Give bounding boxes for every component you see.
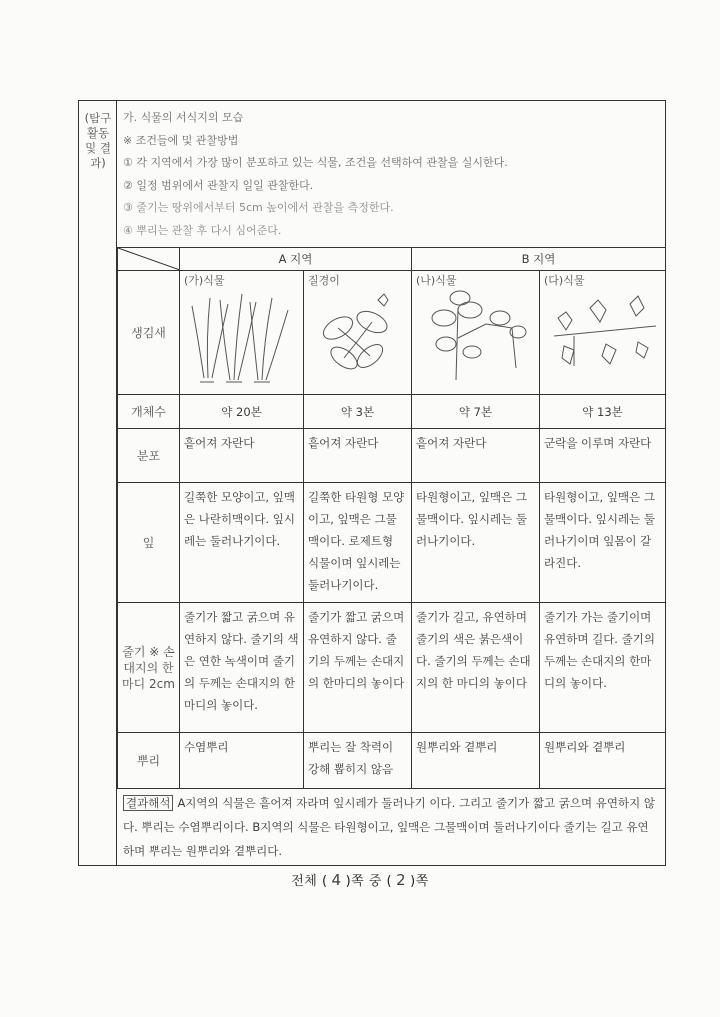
root-cell-3: 원뿌리와 곁뿌리 xyxy=(412,733,540,789)
stem-cell-2: 줄기가 짧고 굵으며 유연하지 않다. 줄기의 두께는 손대지의 한마디의 놓이다 xyxy=(304,603,412,733)
result-tag: 결과해석 xyxy=(123,795,173,811)
count-cell-1: 약 20본 xyxy=(180,395,304,429)
root-cell-2: 뿌리는 잘 착력이 강해 뽑히지 않음 xyxy=(304,733,412,789)
footer-total-pages: 4 xyxy=(331,871,342,889)
row-head-appearance: 생김새 xyxy=(118,271,180,395)
observation-table xyxy=(117,247,666,789)
stem-cell-3: 줄기가 길고, 유연하며 줄기의 색은 붉은색이다. 줄기의 두께는 손대지의 한 마디의 놓이다 xyxy=(412,603,540,733)
distribution-cell-3: 흩어져 자란다 xyxy=(412,429,540,483)
result-text: A지역의 식물은 흩어져 자라며 잎시레가 둘러나기 이다. 그리고 줄기가 짧고 굵으며 유연하지 않다. 뿌리는 수염뿌리이다. B지역의 식물은 타원형이고, 잎맥은 그물맥이며 둘러나기이다 줄기는 길고 유연하며 뿌리는 원뿌리와 곁뿌리다. xyxy=(123,796,655,858)
plant-name-3: (나)식물 xyxy=(416,274,457,287)
stem-cell-4: 줄기가 가는 줄기이며 유연하며 길다. 줄기의 두께는 손대지의 한마디의 놓이다. xyxy=(540,603,666,733)
appearance-cell-1 xyxy=(180,271,304,395)
corner-diagonal xyxy=(118,248,180,270)
section-label: (탐구 활동 및 결과) xyxy=(84,111,112,170)
result-interpretation xyxy=(117,789,665,865)
page-footer xyxy=(0,870,720,889)
leaf-cell-4: 타원형이고, 잎맥은 그물맥이다. 잎시레는 둘러나기이며 잎몸이 갈라진다. xyxy=(540,483,666,603)
plant-name-1: (가)식물 xyxy=(184,274,225,287)
footer-prefix: 전체 ( xyxy=(291,874,328,889)
condition-line-4: ④ 뿌리는 관찰 후 다시 심어준다. xyxy=(123,223,282,237)
row-head-count: 개체수 xyxy=(118,395,180,429)
region-a-header: A 지역 xyxy=(180,248,412,271)
plantain-drawing xyxy=(308,288,406,384)
row-head-distribution: 분포 xyxy=(118,429,180,483)
intro-section xyxy=(123,107,663,242)
condition-line-2: ② 일정 범위에서 관찰지 일일 관찰한다. xyxy=(123,178,314,192)
condition-line-3: ③ 줄기는 땅위에서부터 5cm 높이에서 관찰을 측정한다. xyxy=(123,201,394,214)
intro-title: 가. 식물의 서식지의 모습 xyxy=(123,111,244,124)
plant-name-4: (다)식물 xyxy=(544,274,585,287)
distribution-cell-2: 흩어져 자란다 xyxy=(304,429,412,483)
condition-line-1: ① 각 지역에서 가장 많이 분포하고 있는 식물, 조건을 선택하여 관찰을 실시한다. xyxy=(123,156,508,169)
leaf-cell-3: 타원형이고, 잎맥은 그물맥이다. 잎시레는 둘러나기이다. xyxy=(412,483,540,603)
stem-cell-1: 줄기가 짧고 굵으며 유연하지 않다. 줄기의 색은 연한 녹색이며 줄기의 두께는 손대지의 한마디의 놓이다. xyxy=(180,603,304,733)
distribution-cell-4: 군락을 이루며 자란다 xyxy=(540,429,666,483)
corner-cell xyxy=(118,248,180,271)
worksheet-frame xyxy=(78,100,666,866)
region-b-header: B 지역 xyxy=(412,248,666,271)
plant-name-2: 질경이 xyxy=(308,274,340,287)
conditions-title: ※ 조건들에 및 관찰방법 xyxy=(123,133,239,147)
plant-d-drawing xyxy=(544,288,660,384)
distribution-cell-1: 흩어져 자란다 xyxy=(180,429,304,483)
root-cell-4: 원뿌리와 곁뿌리 xyxy=(540,733,666,789)
appearance-cell-4 xyxy=(540,271,666,395)
footer-suffix: )쪽 xyxy=(410,874,429,889)
appearance-cell-3 xyxy=(412,271,540,395)
leaf-cell-1: 길쭉한 모양이고, 잎맥은 나란히맥이다. 잎시레는 둘러나기이다. xyxy=(180,483,304,603)
plant-c-drawing xyxy=(416,288,534,384)
count-cell-2: 약 3본 xyxy=(304,395,412,429)
root-cell-1: 수염뿌리 xyxy=(180,733,304,789)
count-cell-4: 약 13본 xyxy=(540,395,666,429)
row-head-leaf: 잎 xyxy=(118,483,180,603)
footer-current-page: 2 xyxy=(396,871,407,889)
row-head-root: 뿌리 xyxy=(118,733,180,789)
grass-drawing xyxy=(184,288,296,384)
footer-mid: )쪽 중 ( xyxy=(345,874,393,889)
appearance-cell-2 xyxy=(304,271,412,395)
count-cell-3: 약 7본 xyxy=(412,395,540,429)
row-head-stem: 줄기 ※ 손대지의 한마디 2cm xyxy=(118,603,180,733)
left-column xyxy=(79,101,117,865)
leaf-cell-2: 길쭉한 타원형 모양이고, 잎맥은 그물맥이다. 로제트형 식물이며 잎시레는 둘러나기이다. xyxy=(304,483,412,603)
